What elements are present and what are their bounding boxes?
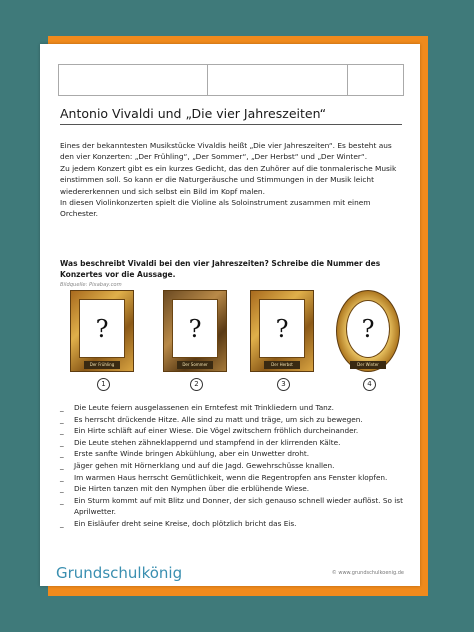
- answer-blank[interactable]: _: [60, 518, 64, 528]
- frame-summer: [163, 290, 227, 372]
- number-circle: 1: [97, 378, 110, 391]
- statement-item: [60, 460, 404, 472]
- header-fields-box: [58, 64, 404, 96]
- number-circle: 3: [277, 378, 290, 391]
- answer-blank[interactable]: _: [60, 472, 64, 482]
- intro-paragraph: In diesen Violinkonzerten spielt die Violine als Soloinstrument zusammen mit einem Orchester.: [60, 198, 371, 219]
- frame-plaque: Der Winter: [350, 361, 386, 369]
- question-mark: ?: [79, 299, 125, 358]
- number-circle: 2: [190, 378, 203, 391]
- frame-plaque: Der Herbst: [264, 361, 300, 369]
- answer-blank[interactable]: _: [60, 460, 64, 470]
- frame-winter: [336, 290, 400, 372]
- question-mark: ?: [172, 299, 218, 358]
- statement-item: [60, 425, 404, 437]
- answer-blank[interactable]: _: [60, 484, 64, 494]
- statement-item: [60, 437, 404, 449]
- statement-text: Ein Sturm kommt auf mit Blitz und Donner, der sich genauso schnell wieder auflöst. So ist Aprilwetter.: [74, 495, 403, 517]
- frame-plaque: Der Sommer: [177, 361, 213, 369]
- frame-spring: [70, 290, 134, 372]
- worksheet-page: [40, 44, 420, 586]
- statement-item: [60, 472, 404, 484]
- statement-text: Die Leute stehen zähneklappernd und stampfend in der klirrenden Kälte.: [74, 437, 341, 447]
- frame-autumn: [250, 290, 314, 372]
- answer-blank[interactable]: _: [60, 495, 64, 505]
- statement-item: [60, 495, 404, 518]
- task-question: Was beschreibt Vivaldi bei den vier Jahreszeiten? Schreibe die Nummer des Konzertes vor die Aussage.: [60, 259, 381, 279]
- answer-blank[interactable]: _: [60, 403, 64, 412]
- statement-text: Es herrscht drückende Hitze. Alle sind zu matt und träge, um sich zu bewegen.: [74, 414, 363, 424]
- brand-url: © www.grundschulkoenig.de: [331, 570, 404, 576]
- header-cell-class[interactable]: [207, 65, 348, 95]
- brand-logo: Grundschulkönig: [56, 564, 183, 582]
- intro-text: [60, 140, 404, 220]
- statement-item: [60, 448, 404, 460]
- statement-text: Ein Eisläufer dreht seine Kreise, doch plötzlich bricht das Eis.: [74, 518, 297, 528]
- statement-text: Die Leute feiern ausgelassenen ein Erntefest mit Trinkliedern und Tanz.: [74, 403, 334, 412]
- question-mark: ?: [346, 300, 390, 358]
- statement-item: [60, 483, 404, 495]
- intro-paragraph: Zu jedem Konzert gibt es ein kurzes Gedicht, das den Zuhörer auf die tonmalerische Musik einstimmen soll. So kann er die Naturgeräusche und Stimmungen in der Musik leicht wiedererkennen und sich selbst ein Bild im Kopf malen.: [60, 163, 397, 196]
- statement-text: Die Hirten tanzen mit den Nymphen über die erblühende Wiese.: [74, 484, 310, 494]
- page-title: Antonio Vivaldi und „Die vier Jahreszeiten“: [60, 106, 327, 121]
- statement-text: Erste sanfte Winde bringen Abkühlung, aber ein Unwetter droht.: [74, 449, 310, 459]
- title-underline: [60, 124, 402, 125]
- header-cell-name[interactable]: [59, 65, 208, 95]
- statement-list: [60, 402, 404, 530]
- question-mark: ?: [259, 299, 305, 358]
- frame-plaque: Der Frühling: [84, 361, 120, 369]
- intro-paragraph: Eines der bekanntesten Musikstücke Vivaldis heißt „Die vier Jahreszeiten“. Es besteht aus den vier Konzerten: „Der Frühling“, „Der Sommer“, „Der Herbst“ und „Der Winter“.: [60, 141, 392, 162]
- statement-text: Ein Hirte schläft auf einer Wiese. Die Vögel zwitschern fröhlich durcheinander.: [74, 426, 359, 436]
- statement-text: Im warmen Haus herrscht Gemütlichkeit, wenn die Regentropfen ans Fenster klopfen.: [74, 472, 388, 482]
- number-circle: 4: [363, 378, 376, 391]
- statement-item: [60, 402, 404, 414]
- answer-blank[interactable]: _: [60, 449, 64, 459]
- statement-item: [60, 518, 404, 530]
- answer-blank[interactable]: _: [60, 414, 64, 424]
- image-source-note: Bildquelle: Pixabay.com: [60, 282, 122, 288]
- statement-text: Jäger gehen mit Hörnerklang und auf die Jagd. Gewehrschüsse knallen.: [74, 460, 335, 470]
- statement-item: [60, 414, 404, 426]
- answer-blank[interactable]: _: [60, 426, 64, 436]
- answer-blank[interactable]: _: [60, 437, 64, 447]
